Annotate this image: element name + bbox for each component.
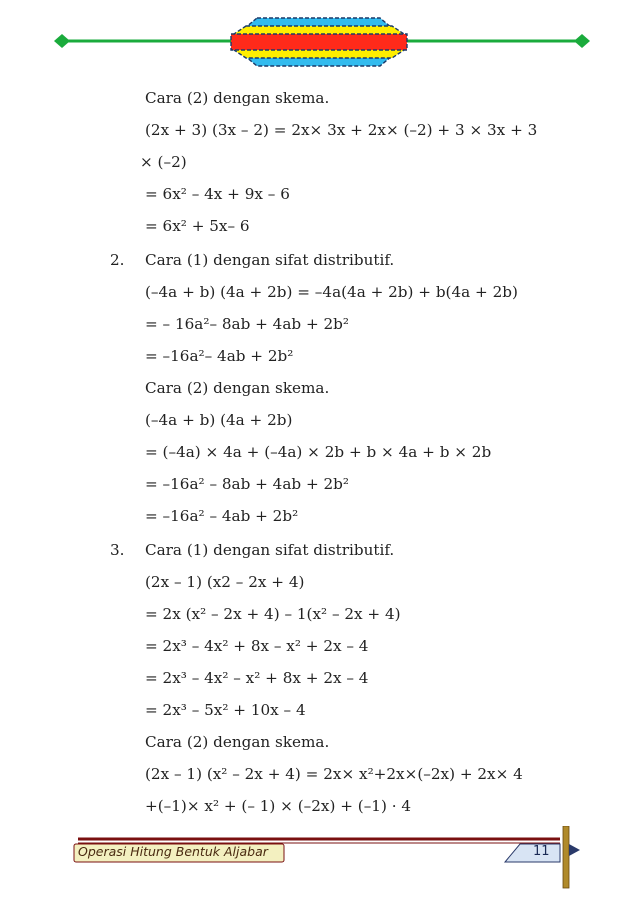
footer-pole-icon <box>563 826 569 888</box>
math-line: +(–1)× x² + (– 1) × (–2x) + (–1) · 4 <box>145 797 412 815</box>
math-line: = 6x² – 4x + 9x – 6 <box>145 185 290 203</box>
header-emblem <box>231 18 407 66</box>
math-line: (2x – 1) (x² – 2x + 4) = 2x× x²+2x×(–2x) + 2x× 4 <box>145 765 523 783</box>
diamond-left-icon <box>54 34 70 48</box>
text-line: Cara (1) dengan sifat distributif. <box>145 541 395 559</box>
text-line: Cara (2) dengan skema. <box>145 89 330 107</box>
item-number-2: 2. <box>110 251 125 269</box>
math-line: (2x – 1) (x2 – 2x + 4) <box>145 573 305 591</box>
math-line: = –16a² – 4ab + 2b² <box>145 507 299 525</box>
math-line: × (–2) <box>140 153 187 171</box>
math-line: = (–4a) × 4a + (–4a) × 2b + b × 4a + b × 2b <box>145 443 492 461</box>
math-line: = – 16a²– 8ab + 4ab + 2b² <box>145 315 349 333</box>
math-line: = –16a² – 8ab + 4ab + 2b² <box>145 475 349 493</box>
footer-ornament <box>0 826 638 903</box>
math-line: = 2x³ – 5x² + 10x – 4 <box>145 701 306 719</box>
footer-pole-tip-icon <box>569 844 580 856</box>
header-ornament <box>0 0 638 90</box>
math-line: (–4a + b) (4a + 2b) <box>145 411 293 429</box>
text-line: Cara (2) dengan skema. <box>145 733 330 751</box>
text-line: Cara (1) dengan sifat distributif. <box>145 251 395 269</box>
page-number: 11 <box>533 844 550 859</box>
math-line: = –16a²– 4ab + 2b² <box>145 347 294 365</box>
math-line: = 2x³ – 4x² – x² + 8x + 2x – 4 <box>145 669 369 687</box>
math-line: = 2x (x² – 2x + 4) – 1(x² – 2x + 4) <box>145 605 401 623</box>
math-line: = 2x³ – 4x² + 8x – x² + 2x – 4 <box>145 637 369 655</box>
diamond-right-icon <box>574 34 590 48</box>
math-line: (2x + 3) (3x – 2) = 2x× 3x + 2x× (–2) + 3 × 3x + 3 <box>145 121 538 139</box>
item-number-3: 3. <box>110 541 125 559</box>
text-line: Cara (2) dengan skema. <box>145 379 330 397</box>
math-line: = 6x² + 5x– 6 <box>145 217 250 235</box>
math-line: (–4a + b) (4a + 2b) = –4a(4a + 2b) + b(4a + 2b) <box>145 283 518 301</box>
footer-title: Operasi Hitung Bentuk Aljabar <box>78 844 268 859</box>
